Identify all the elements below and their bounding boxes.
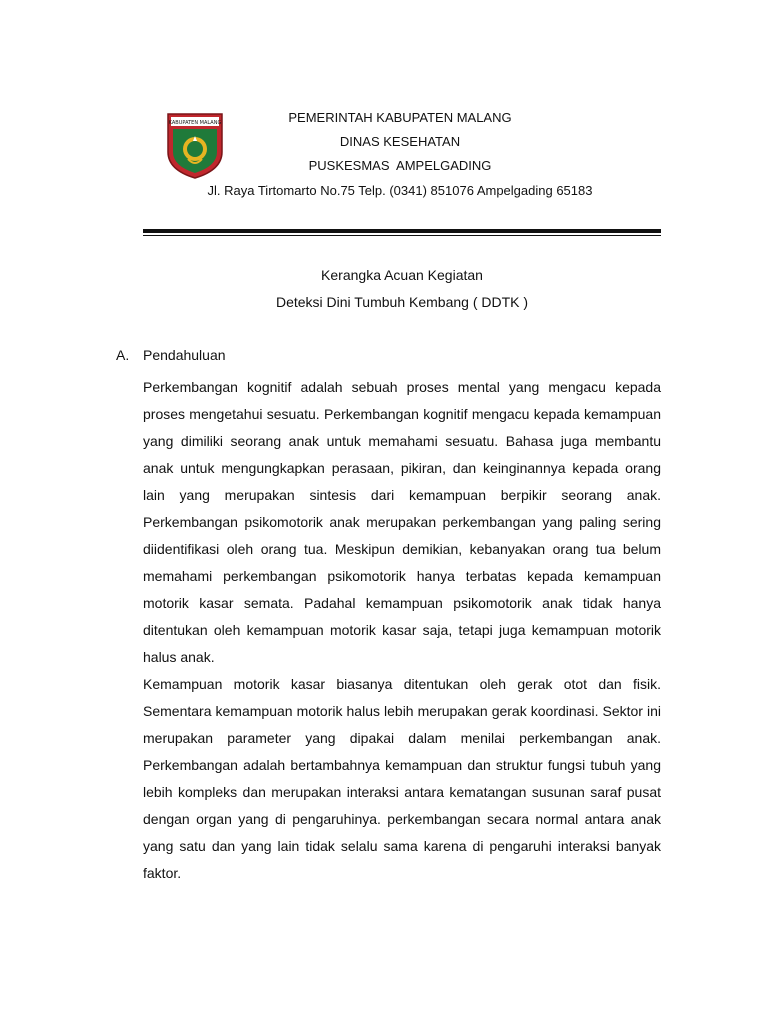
document-title: Kerangka Acuan Kegiatan (321, 267, 483, 283)
logo-text: KABUPATEN MALANG (168, 120, 222, 126)
section-letter: A. (116, 347, 130, 363)
letterhead-government: PEMERINTAH KABUPATEN MALANG (288, 110, 512, 125)
letterhead-department: DINAS KESEHATAN (339, 134, 461, 149)
letterhead-divider-thick (143, 229, 661, 233)
document-subtitle: Deteksi Dini Tumbuh Kembang ( DDTK ) (275, 294, 529, 310)
section-body (143, 374, 661, 887)
paragraph-1: Perkembangan kognitif adalah sebuah proses mental yang mengacu kepada proses mengetahui sesuatu. Perkembangan kognitif mengacu kepada kemampuan yang dimiliki seorang anak untuk memahami sesuatu. Bahasa juga membantu anak untuk mengungkapkan perasaan, pikiran, dan keinginannya kepada orang lain yang merupakan sintesis dari kemampuan berpikir seorang anak. Perkembangan psikomotorik anak merupakan perkembangan yang paling sering diidentifikasi oleh orang tua. Meskipun demikian, kebanyakan orang tua belum memahami perkembangan psikomotorik hanya terbatas kepada kemampuan motorik kasar semata. Padahal kemampuan psikomotorik anak tidak hanya ditentukan oleh kemampuan motorik kasar saja, tetapi juga kemampuan motorik halus anak. (143, 379, 661, 665)
letterhead-divider-thin (143, 235, 661, 236)
letterhead-puskesmas: PUSKESMAS AMPELGADING (308, 158, 492, 173)
letterhead-address: Jl. Raya Tirtomarto No.75 Telp. (0341) 851076 Ampelgading 65183 (207, 183, 593, 198)
paragraph-2: Kemampuan motorik kasar biasanya ditentukan oleh gerak otot dan fisik. Sementara kemampuan motorik halus lebih merupakan gerak koordinasi. Sektor ini merupakan parameter yang dipakai dalam menilai perkembangan anak. Perkembangan adalah bertambahnya kemampuan dan struktur fungsi tubuh yang lebih kompleks dan merupakan interaksi antara kematangan susunan saraf pusat dengan organ yang di pengaruhinya. perkembangan secara normal antara anak yang satu dan yang lain tidak selalu sama karena di pengaruhi interaksi banyak faktor. (143, 676, 661, 881)
section-heading: Pendahuluan (143, 347, 226, 363)
